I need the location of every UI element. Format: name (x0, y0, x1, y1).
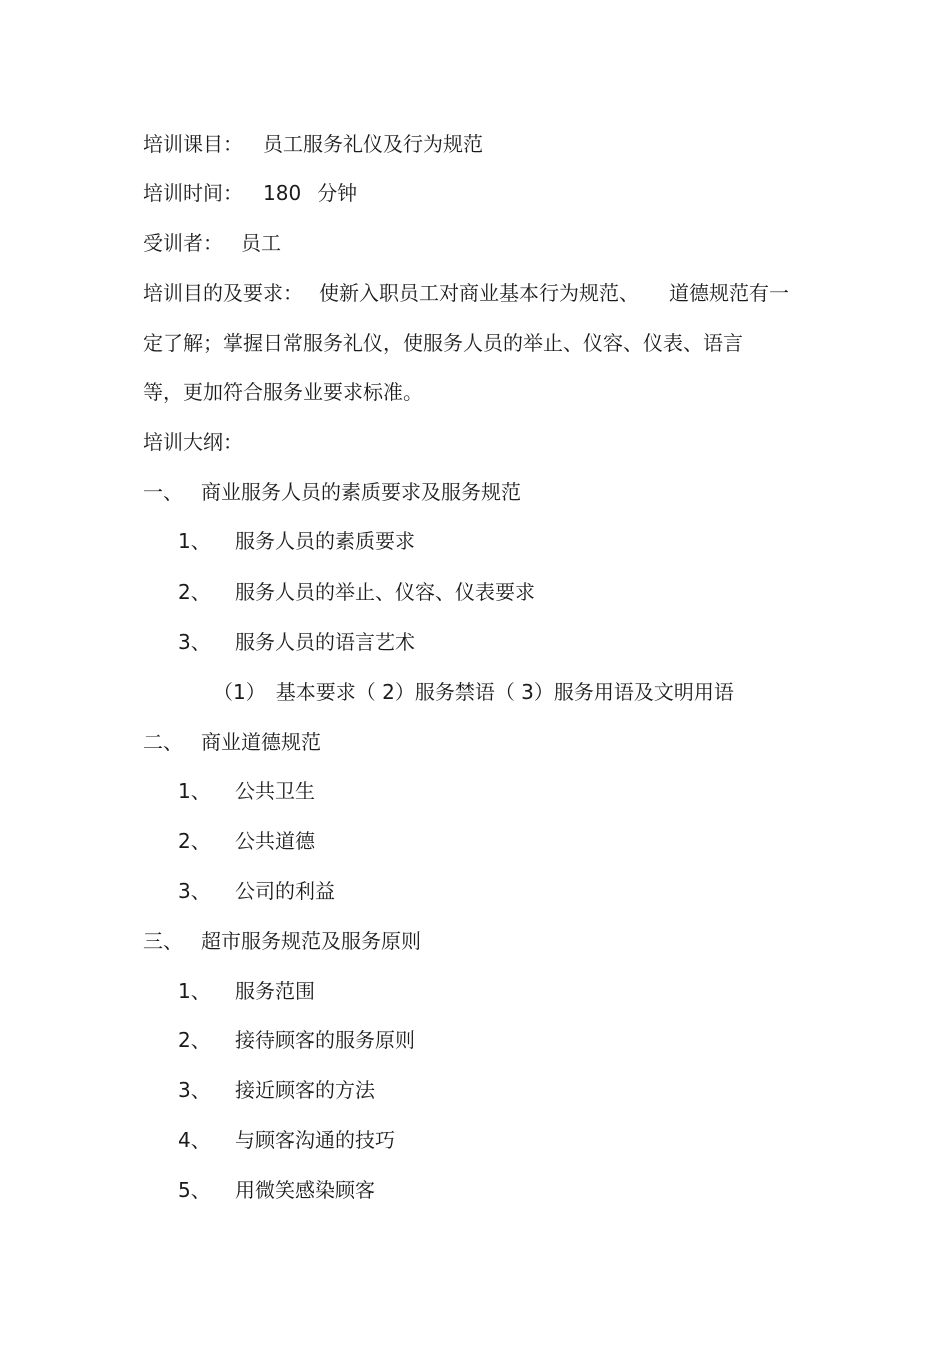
goal-text-1b: 道德规范有一 (669, 281, 789, 305)
item-text: 服务人员的素质要求 (235, 529, 415, 553)
time-label: 培训时间： (143, 181, 243, 205)
audience-label: 受训者： (143, 231, 223, 255)
item-number: 3、 (178, 879, 211, 903)
list-item (178, 877, 335, 905)
goal-label: 培训目的及要求： (143, 281, 303, 305)
item-text: 接待顾客的服务原则 (235, 1028, 415, 1052)
item-number: 1、 (178, 779, 211, 803)
sub-number: （ 2） (355, 680, 415, 704)
course-line (143, 130, 483, 158)
item-text: 公共道德 (235, 829, 315, 853)
goal-line-3: 等，更加符合服务业要求标准。 (143, 380, 423, 404)
item-number: 4、 (178, 1128, 211, 1152)
list-item (178, 628, 415, 656)
item-number: 3、 (178, 1078, 211, 1102)
sub-number: （ 3） (494, 680, 554, 704)
list-item (178, 1176, 375, 1204)
item-text: 服务人员的举止、仪容、仪表要求 (235, 580, 535, 604)
sub-number: （1） (213, 680, 266, 704)
section-title: 超市服务规范及服务原则 (201, 929, 421, 953)
section-heading (143, 728, 321, 756)
list-item (178, 977, 315, 1005)
time-unit: 分钟 (317, 181, 358, 205)
goal-line-1 (143, 279, 789, 307)
course-value: 员工服务礼仪及行为规范 (263, 132, 483, 156)
section-title: 商业服务人员的素质要求及服务规范 (201, 480, 521, 504)
list-item (178, 527, 415, 555)
item-number: 3、 (178, 630, 211, 654)
list-item (178, 1076, 375, 1104)
audience-line (143, 229, 281, 257)
item-text: 公共卫生 (235, 779, 315, 803)
section-title: 商业道德规范 (201, 730, 321, 754)
audience-value: 员工 (241, 231, 281, 255)
item-number: 1、 (178, 529, 211, 553)
item-text: 接近顾客的方法 (235, 1078, 375, 1102)
sub-items-line (213, 678, 734, 706)
item-number: 2、 (178, 829, 211, 853)
sub-text: 服务禁语 (414, 680, 495, 704)
item-number: 2、 (178, 1028, 211, 1052)
goal-text-1a: 使新入职员工对商业基本行为规范、 (319, 281, 639, 305)
item-text: 服务范围 (235, 979, 315, 1003)
outline-label: 培训大纲： (143, 430, 243, 454)
list-item (178, 578, 535, 606)
section-number: 一、 (143, 480, 183, 504)
time-number: 180 (263, 181, 302, 205)
section-number: 二、 (143, 730, 183, 754)
item-text: 服务人员的语言艺术 (235, 630, 415, 654)
item-number: 1、 (178, 979, 211, 1003)
item-text: 用微笑感染顾客 (235, 1178, 375, 1202)
item-text: 公司的利益 (235, 879, 335, 903)
section-heading (143, 478, 521, 506)
time-line (143, 179, 357, 207)
section-number: 三、 (143, 929, 183, 953)
list-item (178, 1126, 395, 1154)
list-item (178, 777, 315, 805)
sub-text: 服务用语及文明用语 (553, 680, 734, 704)
item-text: 与顾客沟通的技巧 (235, 1128, 395, 1152)
goal-line-2: 定了解；掌握日常服务礼仪，使服务人员的举止、仪容、仪表、语言 (143, 331, 743, 355)
list-item (178, 1026, 415, 1054)
item-number: 5、 (178, 1178, 211, 1202)
item-number: 2、 (178, 580, 211, 604)
sub-text: 基本要求 (275, 680, 356, 704)
section-heading (143, 927, 421, 955)
list-item (178, 827, 315, 855)
course-label: 培训课目： (143, 132, 243, 156)
